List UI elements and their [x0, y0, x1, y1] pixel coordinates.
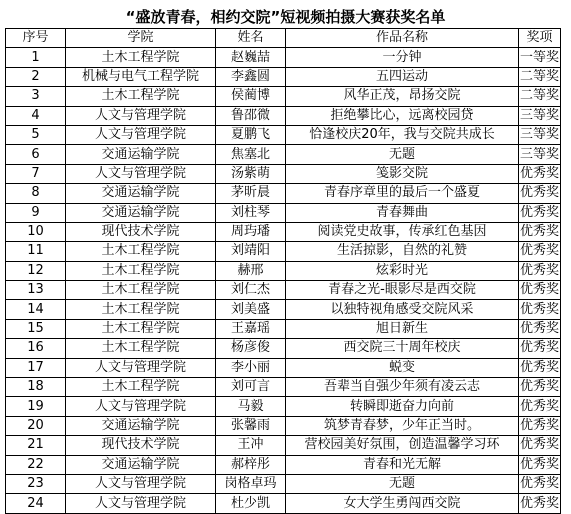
cell-award: 二等奖: [519, 87, 561, 106]
table-row: [6, 281, 561, 300]
table-row: [6, 67, 561, 86]
header-name: 姓名: [216, 29, 286, 48]
cell-work: 炫彩时光: [286, 261, 519, 280]
header-school: 学院: [66, 29, 216, 48]
cell-school: 人文与管理学院: [66, 164, 216, 183]
cell-name: 郝梓彤: [216, 455, 286, 474]
cell-work: 无题: [286, 145, 519, 164]
cell-no: 13: [6, 281, 66, 300]
cell-work: 笺影交院: [286, 164, 519, 183]
cell-school: 交通运输学院: [66, 145, 216, 164]
cell-work: 青春之光-眼影尽是西交院: [286, 281, 519, 300]
table-row: [6, 145, 561, 164]
cell-school: 人文与管理学院: [66, 106, 216, 125]
cell-work: 筑梦青春梦，少年正当时。: [286, 416, 519, 435]
cell-school: 土木工程学院: [66, 242, 216, 261]
cell-no: 6: [6, 145, 66, 164]
cell-school: 土木工程学院: [66, 378, 216, 397]
cell-school: 人文与管理学院: [66, 358, 216, 377]
table-row: [6, 455, 561, 474]
cell-name: 刘可言: [216, 378, 286, 397]
cell-name: 夏鹏飞: [216, 125, 286, 144]
cell-no: 1: [6, 48, 66, 67]
cell-no: 18: [6, 378, 66, 397]
cell-no: 10: [6, 222, 66, 241]
cell-school: 交通运输学院: [66, 203, 216, 222]
cell-name: 岗格卓玛: [216, 474, 286, 493]
cell-work: 恰逢校庆20年，我与交院共成长: [286, 125, 519, 144]
cell-name: 赵巍喆: [216, 48, 286, 67]
cell-award: 优秀奖: [519, 281, 561, 300]
cell-work: 五四运动: [286, 67, 519, 86]
cell-award: 优秀奖: [519, 222, 561, 241]
cell-name: 杨彦俊: [216, 339, 286, 358]
cell-name: 马毅: [216, 397, 286, 416]
cell-school: 交通运输学院: [66, 184, 216, 203]
cell-work: 营校园美好氛围，创造温馨学习环: [286, 436, 519, 455]
cell-no: 5: [6, 125, 66, 144]
cell-no: 24: [6, 494, 66, 513]
cell-school: 土木工程学院: [66, 87, 216, 106]
table-row: [6, 300, 561, 319]
cell-work: 西交院三十周年校庆: [286, 339, 519, 358]
cell-school: 机械与电气工程学院: [66, 67, 216, 86]
cell-award: 优秀奖: [519, 261, 561, 280]
cell-school: 人文与管理学院: [66, 397, 216, 416]
cell-award: 优秀奖: [519, 164, 561, 183]
cell-award: 优秀奖: [519, 319, 561, 338]
cell-work: 旭日新生: [286, 319, 519, 338]
cell-name: 焦塞北: [216, 145, 286, 164]
cell-award: 优秀奖: [519, 300, 561, 319]
cell-no: 15: [6, 319, 66, 338]
cell-work: 青春和光无解: [286, 455, 519, 474]
cell-no: 2: [6, 67, 66, 86]
cell-name: 刘柱琴: [216, 203, 286, 222]
cell-name: 侯蔺博: [216, 87, 286, 106]
cell-no: 4: [6, 106, 66, 125]
cell-award: 优秀奖: [519, 416, 561, 435]
cell-award: 优秀奖: [519, 378, 561, 397]
cell-school: 土木工程学院: [66, 281, 216, 300]
table-row: [6, 339, 561, 358]
cell-award: 优秀奖: [519, 455, 561, 474]
table-row: [6, 378, 561, 397]
cell-work: 阅读党史故事，传承红色基因: [286, 222, 519, 241]
cell-no: 21: [6, 436, 66, 455]
cell-work: 蜕变: [286, 358, 519, 377]
cell-award: 优秀奖: [519, 494, 561, 513]
cell-award: 优秀奖: [519, 184, 561, 203]
cell-work: 风华正茂，昂扬交院: [286, 87, 519, 106]
cell-work: 转瞬即逝奋力向前: [286, 397, 519, 416]
cell-no: 14: [6, 300, 66, 319]
table-row: [6, 164, 561, 183]
cell-no: 17: [6, 358, 66, 377]
cell-name: 刘靖阳: [216, 242, 286, 261]
cell-school: 现代技术学院: [66, 436, 216, 455]
table-row: [6, 416, 561, 435]
cell-name: 赫邢: [216, 261, 286, 280]
cell-work: 无题: [286, 474, 519, 493]
cell-award: 三等奖: [519, 145, 561, 164]
cell-award: 优秀奖: [519, 339, 561, 358]
cell-name: 李鑫圆: [216, 67, 286, 86]
cell-school: 土木工程学院: [66, 261, 216, 280]
header-award: 奖项: [519, 29, 561, 48]
cell-no: 11: [6, 242, 66, 261]
cell-work: 青春序章里的最后一个盛夏: [286, 184, 519, 203]
table-row: [6, 242, 561, 261]
table-header-row: [6, 29, 561, 48]
table-row: [6, 106, 561, 125]
cell-no: 3: [6, 87, 66, 106]
document-title: “盛放青春，相约交院”短视频拍摄大赛获奖名单: [125, 8, 446, 26]
table-row: [6, 125, 561, 144]
cell-work: 青春舞曲: [286, 203, 519, 222]
table-row: [6, 48, 561, 67]
table-row: [6, 436, 561, 455]
header-work: 作品名称: [286, 29, 519, 48]
table-row: [6, 319, 561, 338]
cell-school: 土木工程学院: [66, 319, 216, 338]
cell-award: 优秀奖: [519, 397, 561, 416]
cell-name: 张馨雨: [216, 416, 286, 435]
cell-name: 王嘉瑶: [216, 319, 286, 338]
cell-name: 李小丽: [216, 358, 286, 377]
cell-name: 杜少凯: [216, 494, 286, 513]
cell-school: 交通运输学院: [66, 416, 216, 435]
header-no: 序号: [6, 29, 66, 48]
table-row: [6, 358, 561, 377]
cell-work: 吾辈当自强少年须有凌云志: [286, 378, 519, 397]
cell-award: 优秀奖: [519, 436, 561, 455]
cell-name: 茅昕晨: [216, 184, 286, 203]
cell-award: 二等奖: [519, 67, 561, 86]
cell-award: 优秀奖: [519, 358, 561, 377]
cell-work: 女大学生勇闯西交院: [286, 494, 519, 513]
cell-award: 优秀奖: [519, 474, 561, 493]
cell-school: 人文与管理学院: [66, 125, 216, 144]
cell-work: 拒绝攀比心，远离校园贷: [286, 106, 519, 125]
cell-work: 以独特视角感受交院风采: [286, 300, 519, 319]
table-row: [6, 203, 561, 222]
cell-no: 20: [6, 416, 66, 435]
cell-award: 优秀奖: [519, 242, 561, 261]
cell-no: 16: [6, 339, 66, 358]
table-row: [6, 397, 561, 416]
cell-no: 8: [6, 184, 66, 203]
cell-school: 土木工程学院: [66, 339, 216, 358]
awards-table: [5, 28, 561, 514]
cell-name: 刘仁杰: [216, 281, 286, 300]
cell-award: 三等奖: [519, 125, 561, 144]
cell-no: 19: [6, 397, 66, 416]
cell-no: 9: [6, 203, 66, 222]
cell-no: 23: [6, 474, 66, 493]
table-row: [6, 494, 561, 513]
cell-award: 一等奖: [519, 48, 561, 67]
table-row: [6, 184, 561, 203]
cell-school: 土木工程学院: [66, 300, 216, 319]
cell-name: 王冲: [216, 436, 286, 455]
cell-award: 优秀奖: [519, 203, 561, 222]
table-row: [6, 261, 561, 280]
cell-work: 一分钟: [286, 48, 519, 67]
cell-school: 现代技术学院: [66, 222, 216, 241]
cell-award: 三等奖: [519, 106, 561, 125]
cell-work: 生活掠影，自然的礼赞: [286, 242, 519, 261]
cell-school: 土木工程学院: [66, 48, 216, 67]
cell-name: 周玙璠: [216, 222, 286, 241]
table-row: [6, 87, 561, 106]
cell-name: 汤紫萌: [216, 164, 286, 183]
table-row: [6, 222, 561, 241]
cell-school: 人文与管理学院: [66, 474, 216, 493]
cell-school: 交通运输学院: [66, 455, 216, 474]
cell-school: 人文与管理学院: [66, 494, 216, 513]
cell-name: 鲁邵微: [216, 106, 286, 125]
cell-no: 12: [6, 261, 66, 280]
cell-no: 7: [6, 164, 66, 183]
cell-name: 刘美盛: [216, 300, 286, 319]
table-body: [6, 48, 561, 513]
table-row: [6, 474, 561, 493]
cell-no: 22: [6, 455, 66, 474]
